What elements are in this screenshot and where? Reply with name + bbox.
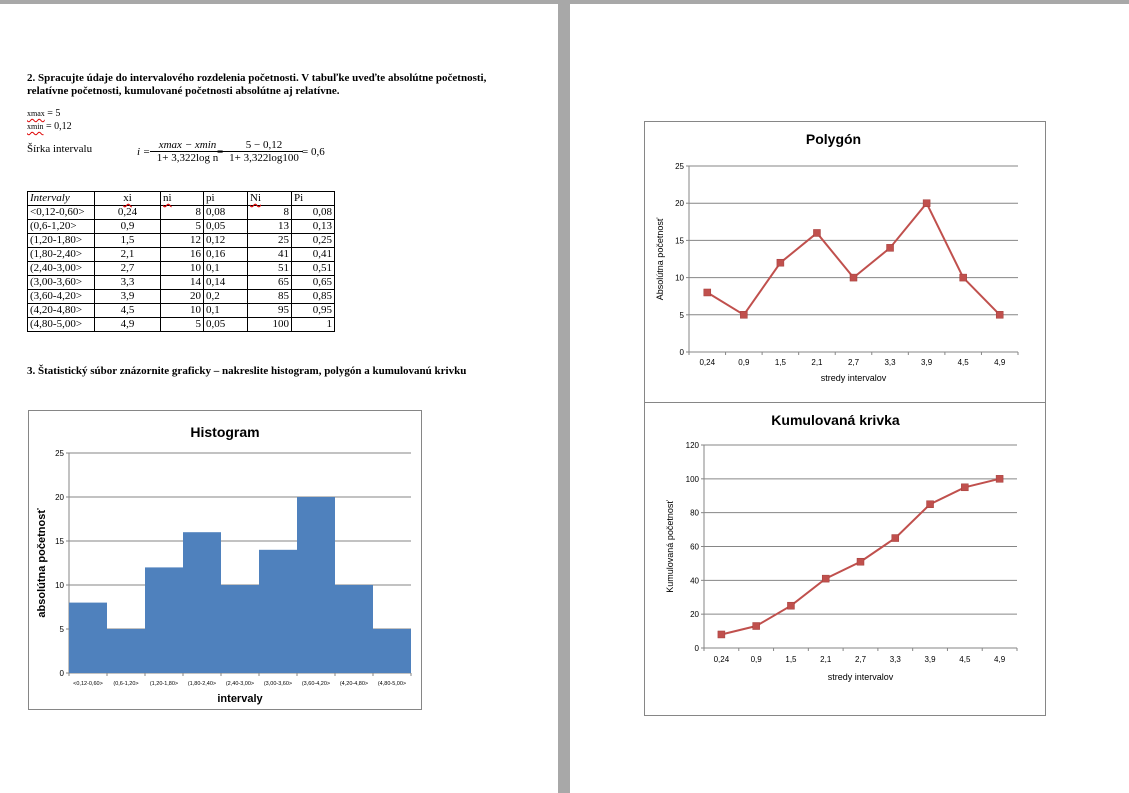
y-tick-label: 120 bbox=[685, 441, 699, 450]
xmin-value: = 0,12 bbox=[45, 121, 72, 132]
data-point-marker bbox=[960, 274, 967, 281]
xmax-value: = 5 bbox=[47, 108, 61, 119]
x-tick-label: 2,7 bbox=[854, 655, 867, 664]
cell-pi: 0,1 bbox=[204, 304, 248, 318]
cell-xi: 3,3 bbox=[95, 276, 161, 290]
x-tick-label: (4,20-4,80> bbox=[339, 681, 369, 687]
cell-Pi: 1 bbox=[292, 318, 335, 332]
x-tick-label: 4,9 bbox=[994, 358, 1006, 367]
formula-fraction-1 bbox=[150, 139, 225, 164]
y-tick-label: 25 bbox=[55, 449, 64, 458]
x-tick-label: (4,80-5,00> bbox=[377, 681, 407, 687]
x-tick-label: 4,5 bbox=[957, 358, 969, 367]
formula-result: = 0,6 bbox=[302, 146, 325, 158]
cell-Ni: 100 bbox=[248, 318, 292, 332]
x-tick-label: 3,3 bbox=[884, 358, 896, 367]
cell-ni: 5 bbox=[161, 318, 204, 332]
cell-pi: 0,1 bbox=[204, 262, 248, 276]
data-point-marker bbox=[927, 501, 934, 508]
cell-Pi: 0,41 bbox=[292, 248, 335, 262]
y-tick-label: 20 bbox=[675, 199, 684, 209]
series-line bbox=[721, 479, 999, 635]
cell-xi: 2,7 bbox=[95, 262, 161, 276]
cell-ni: 14 bbox=[161, 276, 204, 290]
cell-Ni: 13 bbox=[248, 220, 292, 234]
data-point-marker bbox=[996, 475, 1003, 482]
chart-title: Polygón bbox=[805, 131, 862, 147]
cell-Ni: 8 bbox=[248, 206, 292, 220]
x-axis-label: intervaly bbox=[217, 693, 263, 705]
data-point-marker bbox=[850, 274, 857, 281]
cell-pi: 0,14 bbox=[204, 276, 248, 290]
chart-title: Kumulovaná krivka bbox=[771, 412, 900, 428]
y-tick-label: 15 bbox=[675, 236, 684, 246]
x-tick-label: 2,7 bbox=[847, 358, 860, 367]
cell-ni: 8 bbox=[161, 206, 204, 220]
table-row bbox=[28, 262, 335, 276]
cell-xi: 4,5 bbox=[95, 304, 161, 318]
x-tick-label: <0,12-0,60> bbox=[73, 681, 103, 687]
y-tick-label: 0 bbox=[679, 348, 684, 357]
interval-width-label: Šírka intervalu bbox=[27, 143, 93, 155]
header-intervals: Intervaly bbox=[28, 192, 95, 206]
data-point-marker bbox=[787, 602, 794, 609]
header-Ni: Ni bbox=[248, 192, 292, 206]
data-point-marker bbox=[753, 623, 760, 630]
cell-pi: 0,2 bbox=[204, 290, 248, 304]
cell-Pi: 0,08 bbox=[292, 206, 335, 220]
cell-interval: (3,00-3,60> bbox=[28, 276, 95, 290]
histogram-bar bbox=[183, 532, 221, 673]
cell-Pi: 0,25 bbox=[292, 234, 335, 248]
data-point-marker bbox=[857, 558, 864, 565]
table-row bbox=[28, 290, 335, 304]
cell-interval: (4,20-4,80> bbox=[28, 304, 95, 318]
histogram-bar bbox=[297, 497, 335, 673]
y-tick-label: 15 bbox=[55, 537, 64, 546]
x-axis-label: stredy intervalov bbox=[827, 672, 894, 682]
x-tick-label: 2,1 bbox=[811, 358, 823, 367]
histogram-svg bbox=[29, 411, 421, 709]
x-tick-label: (3,60-4,20> bbox=[301, 681, 331, 687]
formula-fraction-2-numerator: 5 − 0,12 bbox=[225, 139, 303, 152]
y-tick-label: 5 bbox=[59, 625, 64, 634]
chart-title: Histogram bbox=[190, 424, 260, 440]
task3-heading: 3. Štatistický súbor znázornite graficky – nakreslite histogram, polygón a kumulovanú krivku bbox=[27, 365, 467, 377]
table-row bbox=[28, 318, 335, 332]
x-tick-label: (1,20-1,80> bbox=[149, 681, 179, 687]
header-Pi: Pi bbox=[292, 192, 335, 206]
table-row bbox=[28, 220, 335, 234]
formula-equals: = bbox=[217, 146, 224, 158]
y-tick-label: 5 bbox=[679, 310, 684, 320]
x-tick-label: (1,80-2,40> bbox=[187, 681, 217, 687]
formula-fraction-2-denominator: 1+ 3,322log100 bbox=[229, 152, 299, 164]
cell-Pi: 0,51 bbox=[292, 262, 335, 276]
cell-Pi: 0,13 bbox=[292, 220, 335, 234]
table-row bbox=[28, 304, 335, 318]
x-tick-label: 1,5 bbox=[774, 358, 786, 367]
y-tick-label: 40 bbox=[690, 576, 699, 586]
x-tick-label: 4,5 bbox=[959, 655, 971, 664]
table-row bbox=[28, 234, 335, 248]
cell-pi: 0,16 bbox=[204, 248, 248, 262]
cell-xi: 2,1 bbox=[95, 248, 161, 262]
y-tick-label: 25 bbox=[675, 162, 684, 171]
cell-Pi: 0,85 bbox=[292, 290, 335, 304]
x-tick-label: 3,9 bbox=[924, 655, 936, 664]
data-point-marker bbox=[704, 289, 711, 296]
cell-interval: <0,12-0,60> bbox=[28, 206, 95, 220]
document-page-2 bbox=[570, 4, 1129, 793]
x-tick-label: 4,9 bbox=[994, 655, 1006, 664]
data-point-marker bbox=[822, 575, 829, 582]
cell-interval: (3,60-4,20> bbox=[28, 290, 95, 304]
histogram-bar bbox=[373, 629, 411, 673]
x-axis-label: stredy intervalov bbox=[820, 373, 887, 383]
cell-interval: (2,40-3,00> bbox=[28, 262, 95, 276]
x-tick-label: 0,24 bbox=[713, 655, 730, 664]
x-tick-label: 0,9 bbox=[750, 655, 762, 664]
x-tick-label: (3,00-3,60> bbox=[263, 681, 293, 687]
y-axis-label: Kumulovaná početnosť bbox=[665, 500, 675, 593]
histogram-chart bbox=[28, 410, 422, 710]
cell-Ni: 51 bbox=[248, 262, 292, 276]
formula-fraction-1-denominator: 1+ 3,322log n bbox=[156, 152, 219, 164]
histogram-bar bbox=[221, 585, 259, 673]
y-tick-label: 60 bbox=[690, 542, 699, 552]
histogram-bar bbox=[107, 629, 145, 673]
header-ni: ni bbox=[161, 192, 204, 206]
cell-Ni: 95 bbox=[248, 304, 292, 318]
data-point-marker bbox=[892, 535, 899, 542]
cell-pi: 0,05 bbox=[204, 220, 248, 234]
xmin-line bbox=[27, 121, 72, 132]
table-row bbox=[28, 248, 335, 262]
data-point-marker bbox=[718, 631, 725, 638]
table-row bbox=[28, 206, 335, 220]
cumulative-chart bbox=[644, 402, 1046, 716]
table-header-row bbox=[28, 192, 335, 206]
data-point-marker bbox=[961, 484, 968, 491]
xmax-label: xmax bbox=[27, 109, 45, 118]
cell-interval: (1,20-1,80> bbox=[28, 234, 95, 248]
y-tick-label: 20 bbox=[55, 493, 64, 502]
cell-Pi: 0,65 bbox=[292, 276, 335, 290]
cell-xi: 0,24 bbox=[95, 206, 161, 220]
task2-heading-line2: relatívne početnosti, kumulované početnosti absolútne aj relatívne. bbox=[27, 85, 340, 97]
x-tick-label: (2,40-3,00> bbox=[225, 681, 255, 687]
x-tick-label: 3,3 bbox=[889, 655, 901, 664]
cell-pi: 0,08 bbox=[204, 206, 248, 220]
cell-Ni: 25 bbox=[248, 234, 292, 248]
histogram-bar bbox=[145, 567, 183, 673]
data-point-marker bbox=[813, 229, 820, 236]
table-row bbox=[28, 276, 335, 290]
polygon-svg bbox=[645, 122, 1045, 402]
x-tick-label: 3,9 bbox=[921, 358, 933, 367]
polygon-chart bbox=[644, 121, 1046, 403]
x-tick-label: 1,5 bbox=[785, 655, 797, 664]
cell-xi: 4,9 bbox=[95, 318, 161, 332]
formula-fraction-1-numerator: xmax − xmin bbox=[150, 139, 225, 152]
y-axis-label: Absolútna početnosť bbox=[655, 217, 665, 301]
y-axis-label: absolútna početnosť bbox=[36, 508, 48, 618]
x-tick-label: 0,24 bbox=[699, 358, 716, 367]
cell-interval: (4,80-5,00> bbox=[28, 318, 95, 332]
y-tick-label: 100 bbox=[685, 474, 699, 484]
y-tick-label: 20 bbox=[690, 610, 699, 620]
data-point-marker bbox=[887, 244, 894, 251]
header-pi: pi bbox=[204, 192, 248, 206]
data-point-marker bbox=[777, 259, 784, 266]
cell-Pi: 0,95 bbox=[292, 304, 335, 318]
frequency-table bbox=[27, 191, 335, 332]
formula-i: i = bbox=[137, 146, 151, 158]
series-line bbox=[707, 203, 999, 315]
cell-interval: (0,6-1,20> bbox=[28, 220, 95, 234]
cell-ni: 16 bbox=[161, 248, 204, 262]
y-tick-label: 10 bbox=[55, 581, 64, 590]
cell-ni: 5 bbox=[161, 220, 204, 234]
y-tick-label: 10 bbox=[675, 273, 684, 283]
task2-heading-line1: 2. Spracujte údaje do intervalového rozdelenia početnosti. V tabuľke uveďte absolútne početnosti, bbox=[27, 72, 487, 84]
xmin-label: xmin bbox=[27, 122, 44, 131]
cell-Ni: 65 bbox=[248, 276, 292, 290]
x-tick-label: (0,6-1,20> bbox=[113, 681, 139, 687]
xmax-line bbox=[27, 108, 60, 119]
document-page-1 bbox=[0, 4, 558, 793]
histogram-bar bbox=[259, 550, 297, 673]
formula-fraction-2 bbox=[225, 139, 303, 164]
cell-interval: (1,80-2,40> bbox=[28, 248, 95, 262]
cumulative-svg bbox=[645, 403, 1045, 715]
y-tick-label: 80 bbox=[690, 508, 699, 518]
cell-Ni: 41 bbox=[248, 248, 292, 262]
header-xi: xi bbox=[95, 192, 161, 206]
cell-Ni: 85 bbox=[248, 290, 292, 304]
y-tick-label: 0 bbox=[694, 644, 699, 653]
cell-xi: 0,9 bbox=[95, 220, 161, 234]
data-point-marker bbox=[740, 311, 747, 318]
data-point-marker bbox=[923, 200, 930, 207]
cell-pi: 0,05 bbox=[204, 318, 248, 332]
cell-xi: 3,9 bbox=[95, 290, 161, 304]
histogram-bar bbox=[69, 603, 107, 673]
cell-ni: 10 bbox=[161, 262, 204, 276]
cell-xi: 1,5 bbox=[95, 234, 161, 248]
y-tick-label: 0 bbox=[59, 669, 64, 678]
cell-ni: 12 bbox=[161, 234, 204, 248]
x-tick-label: 2,1 bbox=[820, 655, 832, 664]
cell-pi: 0,12 bbox=[204, 234, 248, 248]
data-point-marker bbox=[996, 311, 1003, 318]
histogram-bar bbox=[335, 585, 373, 673]
cell-ni: 10 bbox=[161, 304, 204, 318]
cell-ni: 20 bbox=[161, 290, 204, 304]
x-tick-label: 0,9 bbox=[738, 358, 750, 367]
